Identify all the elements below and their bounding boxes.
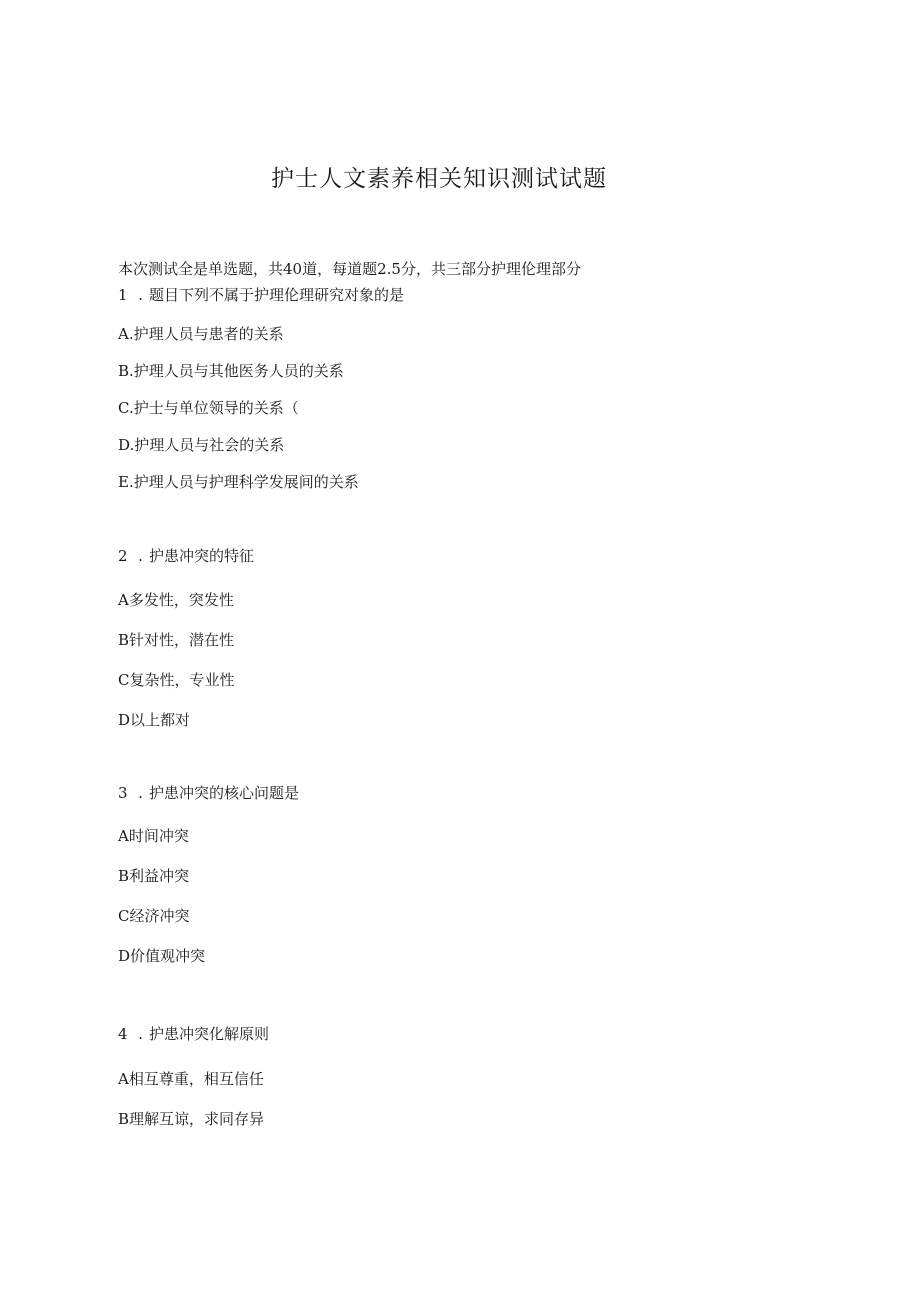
- question-text: 护患冲突的核心问题是: [149, 784, 300, 802]
- question-separator: .: [138, 784, 143, 802]
- question-4: [118, 1024, 269, 1044]
- question-3-option-a: A时间冲突: [118, 827, 189, 845]
- question-3: [118, 783, 299, 803]
- question-1-option-a: A.护理人员与患者的关系: [118, 325, 284, 343]
- question-number: 2: [118, 547, 128, 565]
- question-4-option-a: A相互尊重，相互信任: [118, 1070, 264, 1088]
- question-text: 题目下列不属于护理伦理研究对象的是: [149, 286, 405, 304]
- question-number: 4: [118, 1025, 128, 1043]
- question-3-option-d: D价值观冲突: [118, 947, 206, 965]
- question-3-option-b: B利益冲突: [118, 867, 190, 885]
- question-number: 3: [118, 784, 128, 802]
- question-1-option-d: D.护理人员与社会的关系: [118, 436, 285, 454]
- question-2-option-a: A多发性，突发性: [118, 591, 234, 609]
- question-separator: .: [138, 286, 143, 304]
- question-text: 护患冲突的特征: [149, 547, 255, 565]
- question-2: [118, 546, 254, 566]
- question-number: 1: [118, 286, 128, 304]
- question-text: 护患冲突化解原则: [149, 1025, 270, 1043]
- intro-text: 本次测试全是单选题，共40道，每道题2.5分，共三部分护理伦理部分: [118, 260, 581, 278]
- page-title: 护士人文素养相关知识测试试题: [271, 166, 607, 192]
- question-2-option-b: B针对性，潜在性: [118, 631, 235, 649]
- question-3-option-c: C经济冲突: [118, 907, 190, 925]
- question-2-option-c: C复杂性，专业性: [118, 671, 235, 689]
- question-1-option-c: C.护士与单位领导的关系（: [118, 399, 299, 417]
- question-separator: .: [138, 1025, 143, 1043]
- question-1-option-b: B.护理人员与其他医务人员的关系: [118, 362, 344, 380]
- question-1: [118, 285, 404, 305]
- question-4-option-b: B理解互谅，求同存异: [118, 1110, 265, 1128]
- question-separator: .: [138, 547, 143, 565]
- question-1-option-e: E.护理人员与护理科学发展间的关系: [118, 473, 359, 491]
- question-2-option-d: D以上都对: [118, 711, 191, 729]
